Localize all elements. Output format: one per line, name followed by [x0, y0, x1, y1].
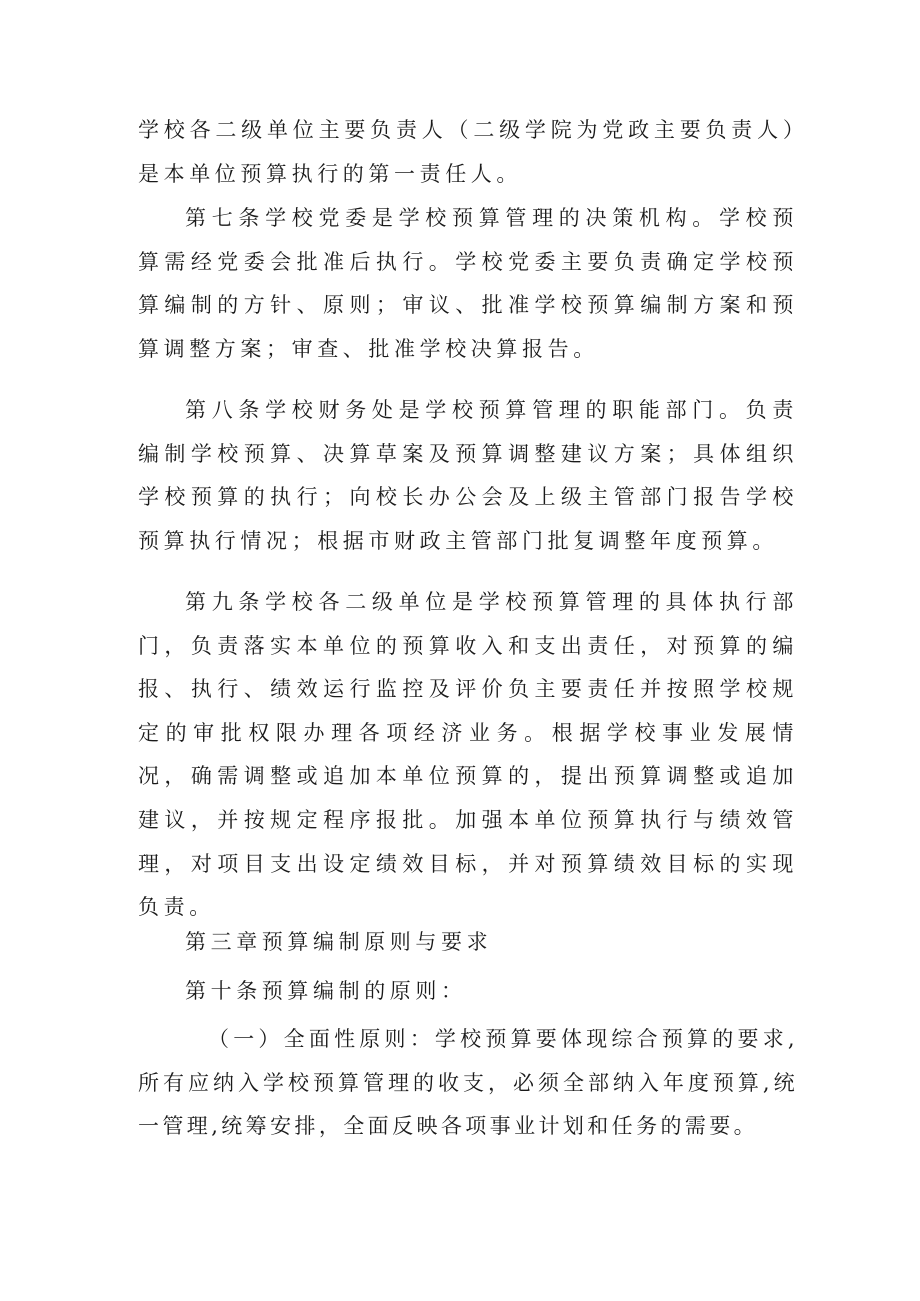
paragraph-responsible-person: 学校各二级单位主要负责人（二级学院为党政主要负责人）是本单位预算执行的第一责任人。: [138, 118, 798, 186]
paragraph-article-7: 第七条学校党委是学校预算管理的决策机构。学校预算需经党委会批准后执行。学校党委主要负责确定学校预算编制的方针、原则；审议、批准学校预算编制方案和预算调整方案；审查、批准学校决算报告。: [138, 206, 798, 361]
article-10-heading: 第十条预算编制的原则：: [185, 979, 467, 1003]
paragraph-article-8: 第八条学校财务处是学校预算管理的职能部门。负责编制学校预算、决算草案及预算调整建议方案；具体组织学校预算的执行；向校长办公会及上级主管部门报告学校预算执行情况；根据市财政主管部门批复调整年度预算。: [138, 398, 798, 553]
paragraph-principle-one: （一）全面性原则：学校预算要体现综合预算的要求,所有应纳入学校预算管理的收支，必须全部纳入年度预算,统一管理,统筹安排，全面反映各项事业计划和任务的需要。: [138, 1027, 798, 1139]
chapter-heading: 第三章预算编制原则与要求: [185, 930, 493, 954]
paragraph-article-9: 第九条学校各二级单位是学校预算管理的具体执行部门，负责落实本单位的预算收入和支出责任，对预算的编报、执行、绩效运行监控及评价负主要责任并按照学校规定的审批权限办理各项经济业务。根据学校事业发展情况，确需调整或追加本单位预算的，提出预算调整或追加建议，并按规定程序报批。加强本单位预算执行与绩效管理，对项目支出设定绩效目标，并对预算绩效目标的实现负责。: [138, 590, 798, 920]
